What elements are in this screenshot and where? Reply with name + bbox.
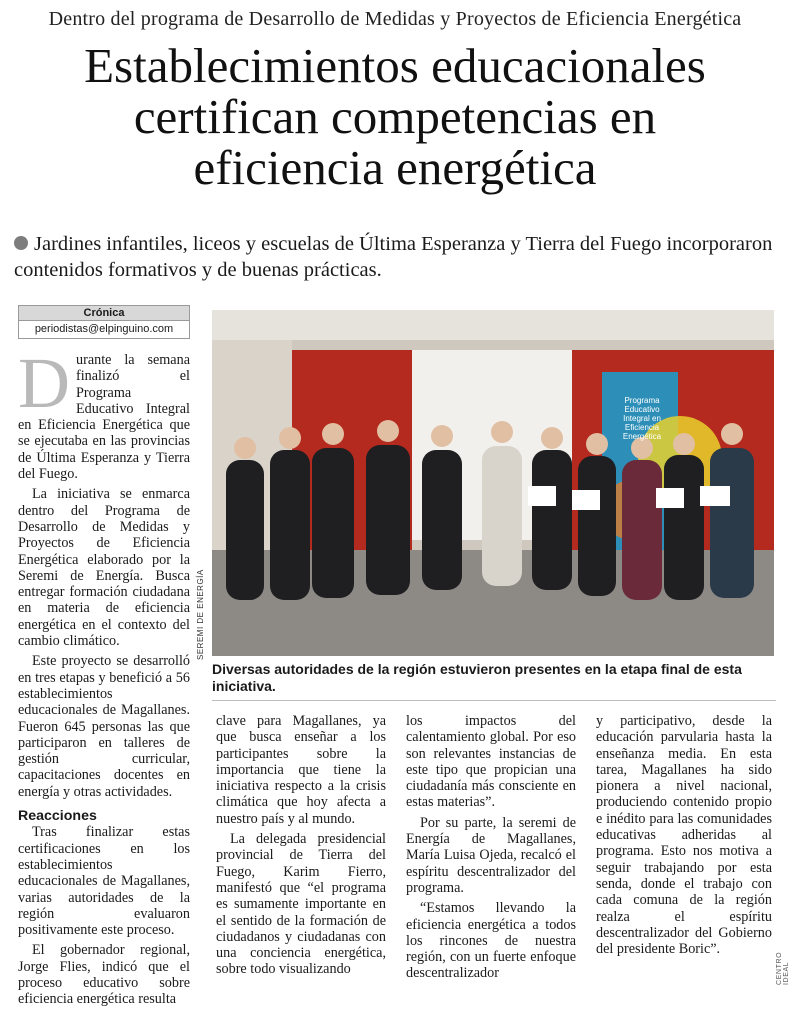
paragraph: Por su parte, la seremi de Energía de Magallanes, María Luisa Ojeda, recalcó el espíritu descentralizador del programa. [406, 814, 576, 896]
headline-line: certifican competencias en [133, 89, 657, 144]
article-column-2 [216, 713, 386, 982]
paragraph: La delegada presidencial provincial de Tierra del Fuego, Karim Fierro, manifestó que “el programa es sumamente importante en el sentido de la formación de ciudadanos y ciudadanas con una conciencia energética, sobre todo visualizando [216, 831, 386, 978]
paragraph: Tras finalizar estas certificaciones en los establecimientos educacionales de Magallanes, varias autoridades de la región evaluaron positivamente este proceso. [18, 824, 190, 939]
paragraph: y participativo, desde la educación parvularia hasta la enseñanza media. En esta tarea, Magallanes ha sido pionera a nivel nacional, produciendo contenido propio e inédito para las comunidades educativas adheridas al programa. Esto nos motiva a seguir trabajando por esta senda, donde el trabajo con cada comuna de la región realza el espíritu descentralizador del Gobierno del presidente Boric”. [596, 713, 772, 958]
photo-illustration [212, 310, 774, 656]
subheading: Reacciones [18, 808, 97, 825]
drop-cap: D [18, 343, 70, 423]
bullet-icon [14, 236, 28, 250]
paragraph: Durante la semana finalizó el Programa Educativo Integral en Eficiencia Energética que se ejecutaba en las provincias de Última Esperanza y Tierra del Fuego. [18, 343, 190, 483]
divider [212, 700, 776, 701]
article-column-3 [406, 713, 576, 986]
side-mark: CENTRO IDEAL [776, 951, 790, 985]
paragraph: los impactos del calentamiento global. Por eso son relevantes instancias de este tipo que propician una ciudadanía más consciente en estas materias”. [406, 713, 576, 811]
photo-caption: Diversas autoridades de la región estuvieron presentes en la etapa final de esta iniciativa. [212, 661, 742, 694]
headline-line: Establecimientos educacionales [84, 38, 706, 93]
paragraph: “Estamos llevando la eficiencia energética a todos los rincones de nuestra región, con un fuerte enfoque descentralizador [406, 900, 576, 982]
photo-credit: SEREMI DE ENERGÍA [196, 569, 205, 660]
event-photo [212, 310, 774, 656]
banner-text: Programa Educativo Integral en Eficiencia Energética [622, 396, 662, 441]
kicker: Dentro del programa de Desarrollo de Medidas y Proyectos de Eficiencia Energética [48, 8, 742, 30]
article-column-1 [18, 343, 190, 1012]
deck [14, 231, 780, 283]
paragraph: Este proyecto se desarrolló en tres etapas y benefició a 56 establecimientos educacionales de Magallanes. Fueron 645 personas las que participaron en talleres de gestión curricular, capacitaciones docentes en energía y otras actividades. [18, 653, 190, 800]
headline [0, 40, 790, 193]
headline-line: eficiencia energética [193, 140, 597, 195]
paragraph: La iniciativa se enmarca dentro del Programa de Desarrollo de Medidas y Proyectos de Eficiencia Energética elaborado por la Seremi de Energía. Busca entregar formación ciudadana en materia de eficiencia energética en el contexto del cambio climático. [18, 486, 190, 650]
byline-box [18, 305, 190, 339]
article-column-4 [596, 713, 772, 961]
paragraph: clave para Magallanes, ya que busca enseñar a los participantes sobre la importancia que tiene la iniciativa respecto a la crisis climática que hoy afecta a nuestro país y al mundo. [216, 713, 386, 827]
paragraph: El gobernador regional, Jorge Flies, indicó que el proceso educativo sobre eficiencia energética resulta [18, 942, 190, 1008]
section-label: Crónica [19, 306, 189, 321]
deck-text: Jardines infantiles, liceos y escuelas de Última Esperanza y Tierra del Fuego incorporaron contenidos formativos y de buenas prácticas. [14, 233, 773, 281]
author-email: periodistas@elpinguino.com [34, 323, 174, 335]
